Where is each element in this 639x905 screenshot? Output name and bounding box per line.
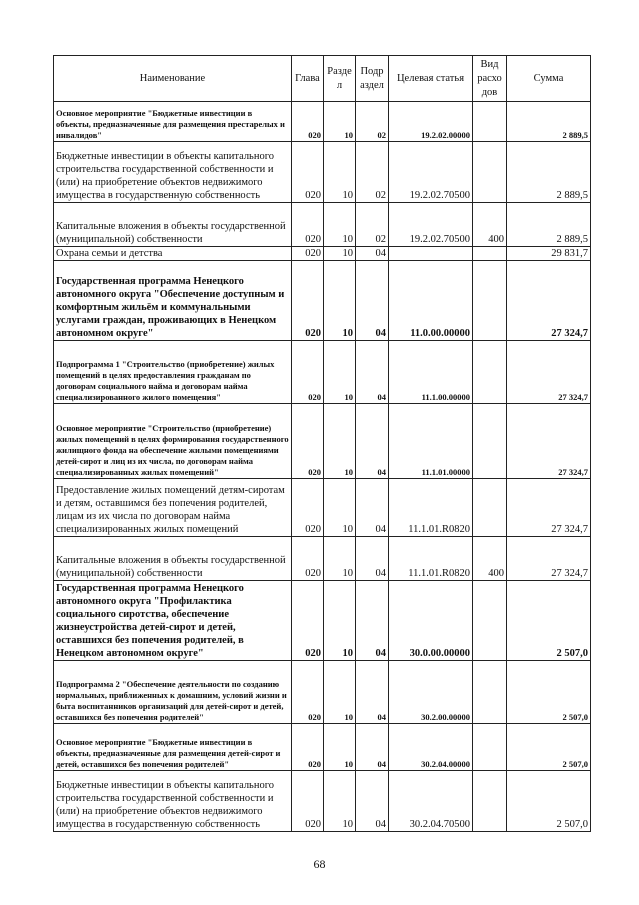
row-sum: 2 507,0 [507,724,591,771]
row-glava: 020 [292,247,324,261]
row-target: 19.2.02.70500 [389,142,473,203]
row-sum: 2 507,0 [507,661,591,724]
row-name: Подпрограмма 1 "Строительство (приобретение) жилых помещений в целях предоставления гражданам по договорам социального найма и договорам найма специализированного жилого помещения" [54,341,292,404]
row-sum: 27 324,7 [507,341,591,404]
row-sum: 29 831,7 [507,247,591,261]
row-target: 30.2.04.00000 [389,724,473,771]
row-vid: 400 [473,203,507,247]
row-name: Бюджетные инвестиции в объекты капитального строительства государственной собственности и (или) на приобретение объектов недвижимого имущества в государственную собственность [54,771,292,832]
header-vid: Вид расхо дов [473,56,507,102]
table-row [54,404,591,479]
row-razdel: 10 [324,661,356,724]
row-vid [473,581,507,661]
table-row [54,142,591,203]
row-podrazdel: 02 [356,102,389,142]
table-row [54,581,591,661]
row-target: 11.0.00.00000 [389,261,473,341]
row-vid [473,247,507,261]
row-target: 11.1.01.R0820 [389,479,473,537]
table-row [54,102,591,142]
row-podrazdel: 02 [356,142,389,203]
row-sum: 2 507,0 [507,581,591,661]
row-sum: 2 889,5 [507,142,591,203]
row-podrazdel: 04 [356,661,389,724]
row-glava: 020 [292,203,324,247]
header-podrazdel: Подр аздел [356,56,389,102]
row-name: Капитальные вложения в объекты государственной (муниципальной) собственности [54,203,292,247]
table-row [54,261,591,341]
row-razdel: 10 [324,341,356,404]
row-name: Государственная программа Ненецкого автономного округа "Профилактика социального сиротства, обеспечение жизнеустройства детей-сирот и детей, оставшихся без попечения родителей, в Ненецком автономном округе" [54,581,292,661]
row-name: Подпрограмма 2 "Обеспечение деятельности по созданию нормальных, приближенных к домашним, условий жизни и быта воспитанников организаций для детей-сирот и детей, оставшихся без попечения родителей" [54,661,292,724]
row-name: Основное мероприятие "Строительство (приобретение) жилых помещений в целях формирования государственного жилищного фонда на обеспечение жилыми помещениями детей-сирот и лиц из их числа, по договорам найма специализированных жилых помещений" [54,404,292,479]
table-row [54,479,591,537]
row-glava: 020 [292,261,324,341]
row-razdel: 10 [324,203,356,247]
row-razdel: 10 [324,479,356,537]
row-podrazdel: 04 [356,479,389,537]
row-target: 30.2.00.00000 [389,661,473,724]
row-name: Государственная программа Ненецкого автономного округа "Обеспечение доступным и комфортным жильём и коммунальными услугами граждан, проживающих в Ненецком автономном округе" [54,261,292,341]
row-vid [473,771,507,832]
row-name: Предоставление жилых помещений детям-сиротам и детям, оставшимся без попечения родителей, лицам из их числа по договорам найма специализированных жилых помещений [54,479,292,537]
row-name: Основное мероприятие "Бюджетные инвестиции в объекты, предназначенные для размещения престарелых и инвалидов" [54,102,292,142]
row-target: 11.1.01.00000 [389,404,473,479]
row-vid: 400 [473,537,507,581]
row-razdel: 10 [324,261,356,341]
table-row [54,247,591,261]
header-sum: Сумма [507,56,591,102]
table-row [54,537,591,581]
row-glava: 020 [292,724,324,771]
header-name: Наименование [54,56,292,102]
row-razdel: 10 [324,102,356,142]
row-razdel: 10 [324,537,356,581]
row-name: Бюджетные инвестиции в объекты капитального строительства государственной собственности и (или) на приобретение объектов недвижимого имущества в государственную собственность [54,142,292,203]
row-name: Основное мероприятие "Бюджетные инвестиции в объекты, предназначенные для размещения детей-сирот и детей, оставшихся без попечения родителей" [54,724,292,771]
row-razdel: 10 [324,247,356,261]
table-row [54,724,591,771]
row-glava: 020 [292,142,324,203]
row-sum: 27 324,7 [507,404,591,479]
row-name: Охрана семьи и детства [54,247,292,261]
row-podrazdel: 04 [356,537,389,581]
row-sum: 2 889,5 [507,102,591,142]
table-row [54,661,591,724]
row-sum: 2 889,5 [507,203,591,247]
row-target: 11.1.00.00000 [389,341,473,404]
row-glava: 020 [292,404,324,479]
row-name: Капитальные вложения в объекты государственной (муниципальной) собственности [54,537,292,581]
row-sum: 27 324,7 [507,537,591,581]
row-podrazdel: 04 [356,341,389,404]
row-glava: 020 [292,102,324,142]
row-vid [473,404,507,479]
row-vid [473,341,507,404]
row-vid [473,661,507,724]
row-podrazdel: 04 [356,247,389,261]
row-target: 19.2.02.70500 [389,203,473,247]
row-razdel: 10 [324,404,356,479]
row-podrazdel: 04 [356,261,389,341]
header-glava: Глава [292,56,324,102]
table-row [54,203,591,247]
page-number: 68 [313,857,326,871]
row-podrazdel: 04 [356,771,389,832]
table-row [54,341,591,404]
row-podrazdel: 04 [356,724,389,771]
row-razdel: 10 [324,771,356,832]
row-glava: 020 [292,537,324,581]
row-glava: 020 [292,581,324,661]
row-sum: 2 507,0 [507,771,591,832]
row-podrazdel: 04 [356,581,389,661]
row-target: 30.0.00.00000 [389,581,473,661]
header-target: Целевая статья [389,56,473,102]
row-vid [473,261,507,341]
row-vid [473,724,507,771]
row-glava: 020 [292,661,324,724]
row-target: 19.2.02.00000 [389,102,473,142]
row-target [389,247,473,261]
row-podrazdel: 04 [356,404,389,479]
header-row [54,56,591,102]
budget-table [53,55,591,832]
row-vid [473,102,507,142]
header-razdel: Разде л [324,56,356,102]
row-sum: 27 324,7 [507,479,591,537]
row-vid [473,142,507,203]
row-glava: 020 [292,479,324,537]
row-glava: 020 [292,341,324,404]
row-sum: 27 324,7 [507,261,591,341]
row-razdel: 10 [324,581,356,661]
row-target: 30.2.04.70500 [389,771,473,832]
row-razdel: 10 [324,724,356,771]
row-razdel: 10 [324,142,356,203]
row-glava: 020 [292,771,324,832]
row-vid [473,479,507,537]
row-target: 11.1.01.R0820 [389,537,473,581]
row-podrazdel: 02 [356,203,389,247]
table-row [54,771,591,832]
